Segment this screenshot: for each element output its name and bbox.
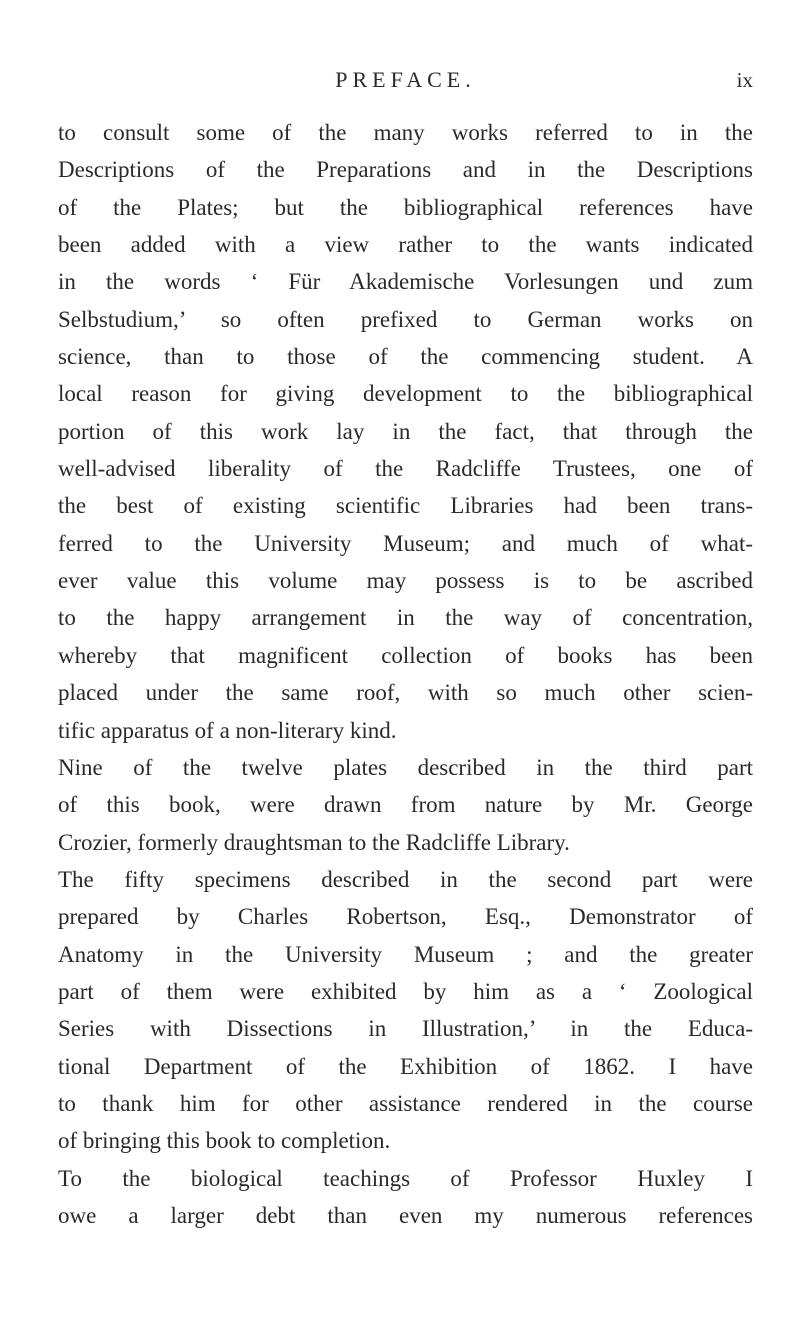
text-line: tific apparatus of a non-literary kind. — [58, 717, 397, 743]
text-line: of the Plates; but the bibliographical references have — [58, 194, 753, 220]
text-line: placed under the same roof, with so much other scien- — [58, 680, 753, 706]
text-line: ever value this volume may possess is to be ascribed — [58, 568, 753, 594]
text-line: Nine of the twelve plates described in the third part — [58, 754, 753, 780]
text-line: To the biological teachings of Professor Huxley I — [58, 1165, 753, 1191]
body-text — [58, 114, 753, 1234]
text-line: The fifty specimens described in the second part were — [58, 866, 753, 892]
text-line: to thank him for other assistance rendered in the course — [58, 1090, 753, 1116]
text-line: to the happy arrangement in the way of concentration, — [58, 605, 753, 631]
text-line: ferred to the University Museum; and much of what- — [58, 530, 753, 556]
text-line: of this book, were drawn from nature by Mr. George — [58, 792, 753, 818]
text-line: Crozier, formerly draughtsman to the Radcliffe Library. — [58, 829, 570, 855]
text-line: owe a larger debt than even my numerous references — [58, 1202, 753, 1228]
text-line: local reason for giving development to the bibliographical — [58, 381, 753, 407]
text-line: Descriptions of the Preparations and in the Descriptions — [58, 157, 753, 183]
text-line: the best of existing scientific Libraries had been trans- — [58, 493, 753, 519]
text-line: Series with Dissections in Illustration,’ in the Educa- — [58, 1016, 753, 1042]
text-line: prepared by Charles Robertson, Esq., Demonstrator of — [58, 904, 753, 930]
text-line: well-advised liberality of the Radcliffe Trustees, one of — [58, 456, 753, 482]
page-number: ix — [736, 68, 753, 92]
text-line: Selbstudium,’ so often prefixed to German works on — [58, 306, 753, 332]
running-head — [58, 64, 753, 96]
text-line: tional Department of the Exhibition of 1862. I have — [58, 1053, 753, 1079]
text-line: Anatomy in the University Museum ; and the greater — [58, 941, 753, 967]
text-line: in the words ‘ Für Akademische Vorlesungen und zum — [58, 269, 753, 295]
running-title: PREFACE. — [335, 67, 476, 92]
text-line: portion of this work lay in the fact, that through the — [58, 418, 753, 444]
text-line: whereby that magnificent collection of books has been — [58, 642, 753, 668]
text-line: science, than to those of the commencing student. A — [58, 344, 753, 370]
text-line: been added with a view rather to the wants indicated — [58, 232, 753, 258]
text-line: of bringing this book to completion. — [58, 1128, 391, 1154]
text-line: to consult some of the many works referred to in the — [58, 120, 753, 145]
text-line: part of them were exhibited by him as a ‘ Zoological — [58, 978, 753, 1004]
